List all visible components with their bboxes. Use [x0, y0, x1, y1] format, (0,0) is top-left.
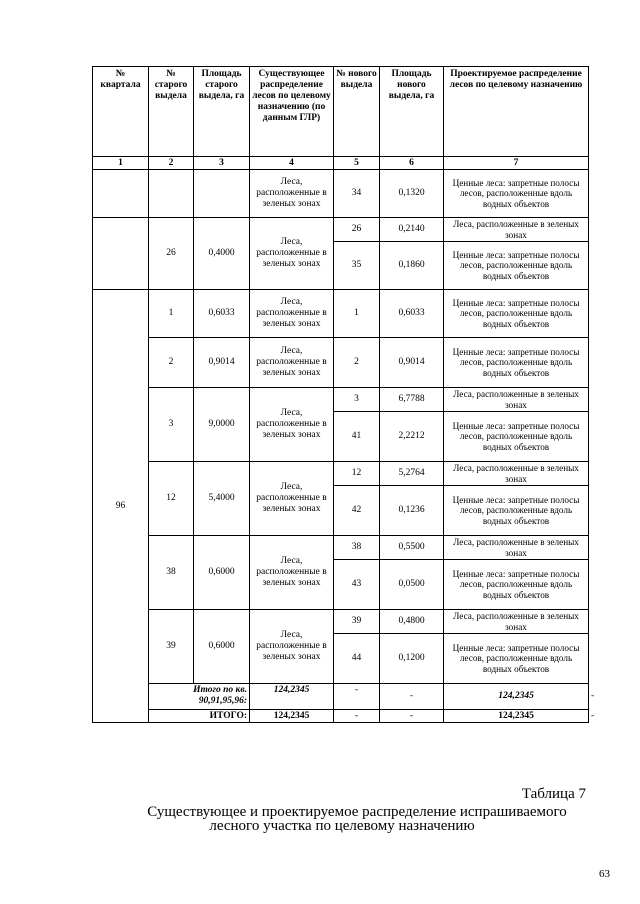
total-label: ИТОГО: [149, 710, 250, 723]
old-area-cell: 0,6033 [194, 290, 250, 338]
col-header-projected: Проектируемое распределение лесов по целевому назначению [444, 67, 589, 157]
col-header-quarter: № квартала [93, 67, 149, 157]
projected-cell: Ценные леса: запретные полосы лесов, расположенные вдоль водных объектов [444, 170, 589, 218]
existing-cell: Леса, расположенные в зеленых зонах [250, 218, 334, 290]
table-row [93, 462, 589, 486]
old-plot-cell-empty [149, 170, 194, 218]
col-number: 2 [149, 157, 194, 170]
old-area-cell: 0,9014 [194, 338, 250, 388]
new-plot-cell: 26 [334, 218, 380, 242]
old-plot-cell: 12 [149, 462, 194, 536]
new-plot-cell: 12 [334, 462, 380, 486]
old-plot-cell: 2 [149, 338, 194, 388]
old-area-cell-empty [194, 170, 250, 218]
new-area-cell: 0,9014 [380, 338, 444, 388]
existing-cell: Леса, расположенные в зеленых зонах [250, 610, 334, 684]
subtotal-new-plot: - [380, 684, 444, 710]
projected-cell: Ценные леса: запретные полосы лесов, расположенные вдоль водных объектов [444, 486, 589, 536]
forest-distribution-table [92, 66, 595, 723]
projected-cell: Леса, расположенные в зеленых зонах [444, 462, 589, 486]
projected-cell: Ценные леса: запретные полосы лесов, расположенные вдоль водных объектов [444, 560, 589, 610]
new-plot-cell: 3 [334, 388, 380, 412]
header-row [93, 67, 589, 157]
new-area-cell: 0,1320 [380, 170, 444, 218]
old-area-cell: 5,4000 [194, 462, 250, 536]
column-number-row [93, 157, 589, 170]
col-number: 1 [93, 157, 149, 170]
new-plot-cell: 42 [334, 486, 380, 536]
new-plot-cell: 34 [334, 170, 380, 218]
projected-cell: Леса, расположенные в зеленых зонах [444, 218, 589, 242]
table-row [93, 338, 589, 388]
subtotal-label: Итого по кв. 90,91,95,96: [149, 684, 250, 710]
table-row [93, 218, 589, 242]
new-area-cell: 0,2140 [380, 218, 444, 242]
old-plot-cell: 26 [149, 218, 194, 290]
col-number: 7 [444, 157, 589, 170]
table-row [93, 290, 589, 338]
table-caption-line1: Существующее и проектируемое распределение испрашиваемого [147, 804, 567, 820]
new-plot-cell: 2 [334, 338, 380, 388]
new-area-cell: 0,6033 [380, 290, 444, 338]
col-header-old-area: Площадь старого выдела, га [194, 67, 250, 157]
old-area-cell: 0,6000 [194, 610, 250, 684]
existing-cell: Леса, расположенные в зеленых зонах [250, 536, 334, 610]
table-row [93, 170, 589, 218]
new-area-cell: 0,1200 [380, 634, 444, 684]
subtotal-old-area: 124,2345 [250, 684, 334, 710]
col-number: 3 [194, 157, 250, 170]
existing-cell: Леса, расположенные в зеленых зонах [250, 338, 334, 388]
new-plot-cell: 38 [334, 536, 380, 560]
col-header-new-area: Площадь нового выдела, га [380, 67, 444, 157]
total-row: ИТОГО: 124,2345 - - 124,2345 - [93, 710, 589, 723]
quarter-cell-empty [93, 218, 149, 290]
new-plot-cell: 43 [334, 560, 380, 610]
new-plot-cell: 35 [334, 242, 380, 290]
old-plot-cell: 38 [149, 536, 194, 610]
new-area-cell: 5,2764 [380, 462, 444, 486]
col-header-new-plot: № нового выдела [334, 67, 380, 157]
subtotal-new-area: 124,2345 [444, 684, 589, 710]
new-plot-cell: 41 [334, 412, 380, 462]
new-area-cell: 0,4800 [380, 610, 444, 634]
projected-cell: Леса, расположенные в зеленых зонах [444, 610, 589, 634]
projected-cell: Ценные леса: запретные полосы лесов, расположенные вдоль водных объектов [444, 412, 589, 462]
projected-cell: Ценные леса: запретные полосы лесов, расположенные вдоль водных объектов [444, 242, 589, 290]
col-number: 5 [334, 157, 380, 170]
col-number: 6 [380, 157, 444, 170]
quarter-cell: 96 [93, 290, 149, 723]
new-area-cell: 0,0500 [380, 560, 444, 610]
total-old-area: 124,2345 [250, 710, 334, 723]
total-new-area: 124,2345 [444, 710, 589, 723]
page-number: 63 [599, 868, 610, 880]
col-number: 4 [250, 157, 334, 170]
new-area-cell: 0,5500 [380, 536, 444, 560]
total-new-plot: - [380, 710, 444, 723]
projected-cell: Ценные леса: запретные полосы лесов, расположенные вдоль водных объектов [444, 290, 589, 338]
old-plot-cell: 3 [149, 388, 194, 462]
subtotal-existing: - [334, 684, 380, 710]
projected-cell: Леса, расположенные в зеленых зонах [444, 388, 589, 412]
projected-cell: Леса, расположенные в зеленых зонах [444, 536, 589, 560]
col-header-old-plot: № старого выдела [149, 67, 194, 157]
quarter-cell-empty [93, 170, 149, 218]
new-plot-cell: 1 [334, 290, 380, 338]
table-row [93, 610, 589, 634]
new-plot-cell: 44 [334, 634, 380, 684]
new-area-cell: 6,7788 [380, 388, 444, 412]
total-existing: - [334, 710, 380, 723]
projected-cell: Ценные леса: запретные полосы лесов, расположенные вдоль водных объектов [444, 338, 589, 388]
new-area-cell: 2,2212 [380, 412, 444, 462]
table-row [93, 388, 589, 412]
subtotal-row: Итого по кв. 90,91,95,96: 124,2345 - - 124,2345 - [93, 684, 589, 710]
old-plot-cell: 39 [149, 610, 194, 684]
new-plot-cell: 39 [334, 610, 380, 634]
table-number: Таблица 7 [521, 786, 586, 802]
table-caption-line2: лесного участка по целевому назначению [209, 818, 475, 834]
old-area-cell: 0,6000 [194, 536, 250, 610]
new-area-cell: 0,1236 [380, 486, 444, 536]
table-row [93, 536, 589, 560]
existing-cell: Леса, расположенные в зеленых зонах [250, 462, 334, 536]
old-area-cell: 0,4000 [194, 218, 250, 290]
new-area-cell: 0,1860 [380, 242, 444, 290]
existing-cell: Леса, расположенные в зеленых зонах [250, 388, 334, 462]
old-plot-cell: 1 [149, 290, 194, 338]
existing-cell: Леса, расположенные в зеленых зонах [250, 170, 334, 218]
old-area-cell: 9,0000 [194, 388, 250, 462]
existing-cell: Леса, расположенные в зеленых зонах [250, 290, 334, 338]
col-header-existing: Существующее распределение лесов по целевому назначению (по данным ГЛР) [250, 67, 334, 157]
projected-cell: Ценные леса: запретные полосы лесов, расположенные вдоль водных объектов [444, 634, 589, 684]
